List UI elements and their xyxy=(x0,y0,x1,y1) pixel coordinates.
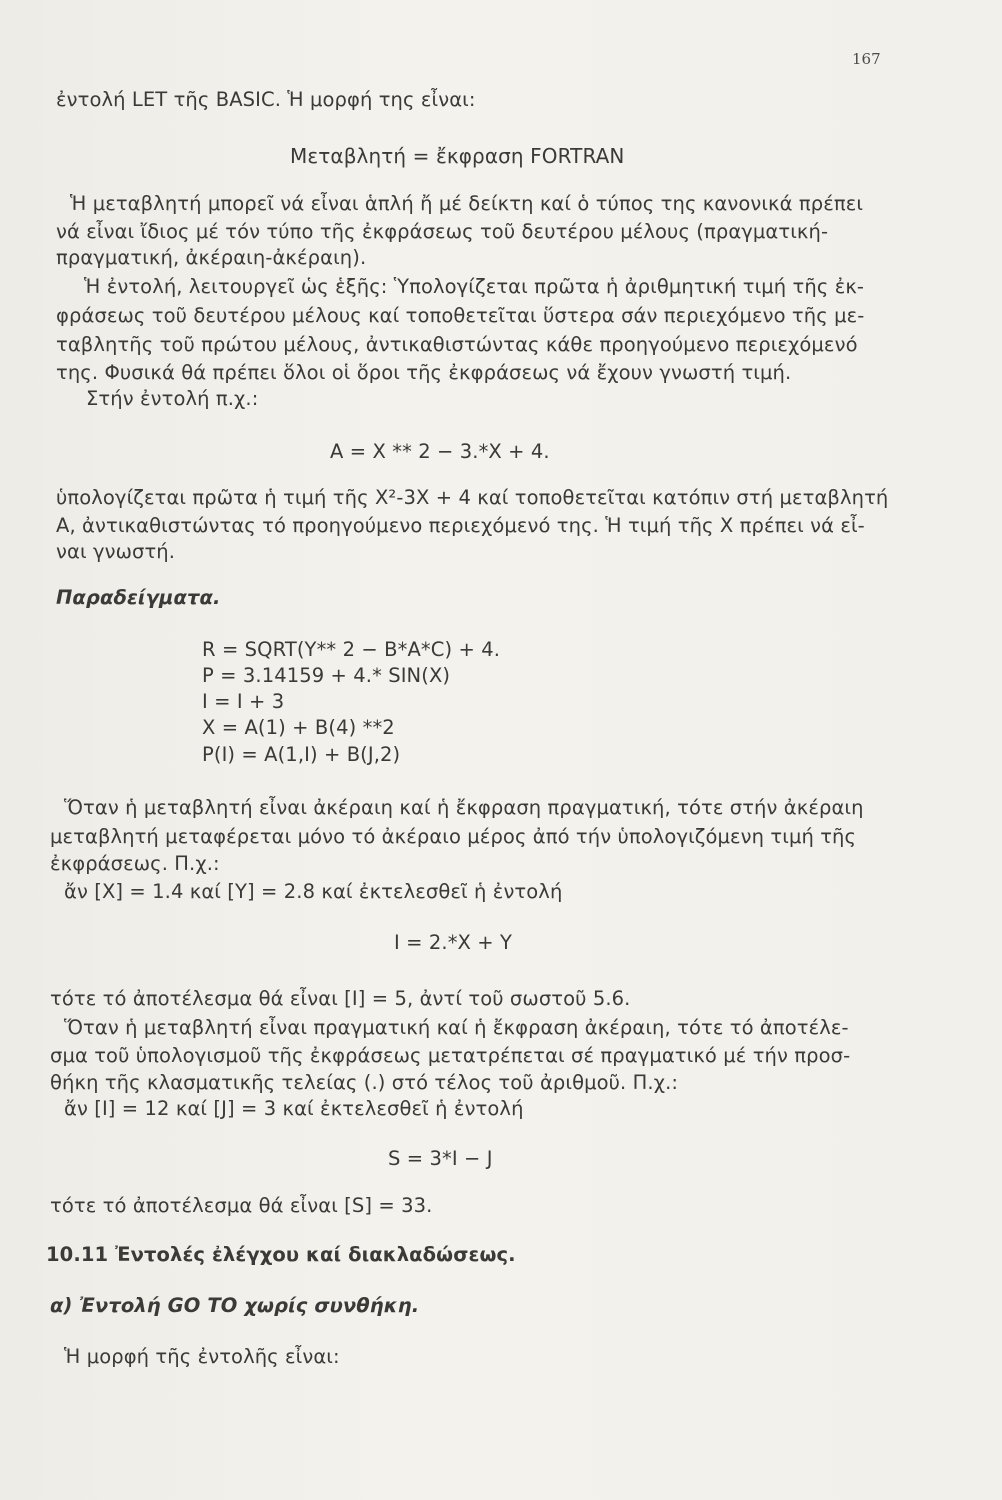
text-line: Ἡ ἐντολή, λειτουργεῖ ὡς ἑξῆς: Ὑπολογίζεται πρῶτα ἡ ἀριθμητική τιμή τῆς ἐκ- xyxy=(84,275,865,298)
text-line: τότε τό ἀποτέλεσμα θά εἶναι [S] = 33. xyxy=(50,1194,433,1217)
formula-line: Μεταβλητή = ἔκφραση FORTRAN xyxy=(290,144,625,168)
text-line: σμα τοῦ ὑπολογισμοῦ τῆς ἐκφράσεως μετατρέπεται σέ πραγματικό μέ τήν προσ- xyxy=(50,1044,851,1067)
formula-line: A = X ** 2 − 3.*X + 4. xyxy=(330,440,550,463)
text-line: ὑπολογίζεται πρῶτα ἡ τιμή τῆς X²-3X + 4 καί τοποθετεῖται κατόπιν στή μεταβλητή xyxy=(56,486,889,509)
examples-heading: Παραδείγματα. xyxy=(56,586,221,609)
text-line: ἐκφράσεως. Π.χ.: xyxy=(50,852,220,875)
code-line: I = I + 3 xyxy=(202,690,285,713)
text-line: της. Φυσικά θά πρέπει ὅλοι οἱ ὅροι τῆς ἐκφράσεως νά ἔχουν γνωστή τιμή. xyxy=(56,361,792,384)
code-line: R = SQRT(Y** 2 − B*A*C) + 4. xyxy=(202,638,500,661)
page-number: 167 xyxy=(852,50,881,68)
text-line: Ὅταν ἡ μεταβλητή εἶναι πραγματική καί ἡ ἔκφραση ἀκέραιη, τότε τό ἀποτέλε- xyxy=(64,1016,849,1039)
code-line: X = A(1) + B(4) **2 xyxy=(202,716,395,739)
code-line: P = 3.14159 + 4.* SIN(X) xyxy=(202,664,451,687)
text-line: Ὅταν ἡ μεταβλητή εἶναι ἀκέραιη καί ἡ ἔκφραση πραγματική, τότε στήν ἀκέραιη xyxy=(64,796,864,819)
text-line: A, ἀντικαθιστώντας τό προηγούμενο περιεχόμενό της. Ἡ τιμή τῆς X πρέπει νά εἶ- xyxy=(56,514,865,537)
text-line: τότε τό ἀποτέλεσμα θά εἶναι [I] = 5, ἀντί τοῦ σωστοῦ 5.6. xyxy=(50,987,631,1010)
text-line: ταβλητῆς τοῦ πρώτου μέλους, ἀντικαθιστώντας κάθε προηγούμενο περιεχόμενό xyxy=(56,333,858,356)
text-line: ναι γνωστή. xyxy=(56,540,176,563)
code-line: P(I) = A(1,I) + B(J,2) xyxy=(202,743,401,766)
formula-line: I = 2.*X + Y xyxy=(394,931,513,954)
formula-line: S = 3*I − J xyxy=(388,1147,493,1170)
text-line: ἐντολή LET τῆς BASIC. Ἡ μορφή της εἶναι: xyxy=(56,88,476,111)
subsection-heading: α) Ἐντολή GO TO χωρίς συνθήκη. xyxy=(50,1294,420,1317)
text-line: ἄν [X] = 1.4 καί [Y] = 2.8 καί ἐκτελεσθεῖ ἡ ἐντολή xyxy=(64,880,563,903)
text-line: νά εἶναι ἴδιος μέ τόν τύπο τῆς ἐκφράσεως τοῦ δευτέρου μέλους (πραγματική- xyxy=(56,220,829,243)
text-line: θήκη τῆς κλασματικῆς τελείας (.) στό τέλος τοῦ ἀριθμοῦ. Π.χ.: xyxy=(50,1071,679,1094)
text-line: Ἡ μεταβλητή μπορεῖ νά εἶναι ἁπλή ἤ μέ δείκτη καί ὁ τύπος της κανονικά πρέπει xyxy=(70,192,864,215)
text-line: Στήν ἐντολή π.χ.: xyxy=(86,387,259,410)
section-heading: 10.11 Ἐντολές ἐλέγχου καί διακλαδώσεως. xyxy=(46,1243,516,1266)
text-line: ἄν [I] = 12 καί [J] = 3 καί ἐκτελεσθεῖ ἡ ἐντολή xyxy=(64,1097,524,1120)
text-line: Ἡ μορφή τῆς ἐντολῆς εἶναι: xyxy=(64,1345,340,1368)
text-line: φράσεως τοῦ δευτέρου μέλους καί τοποθετεῖται ὕστερα σάν περιεχόμενο τῆς με- xyxy=(56,304,865,327)
text-line: μεταβλητή μεταφέρεται μόνο τό ἀκέραιο μέρος ἀπό τήν ὑπολογιζόμενη τιμή τῆς xyxy=(50,825,857,848)
text-line: πραγματική, ἀκέραιη-ἀκέραιη). xyxy=(56,246,367,269)
